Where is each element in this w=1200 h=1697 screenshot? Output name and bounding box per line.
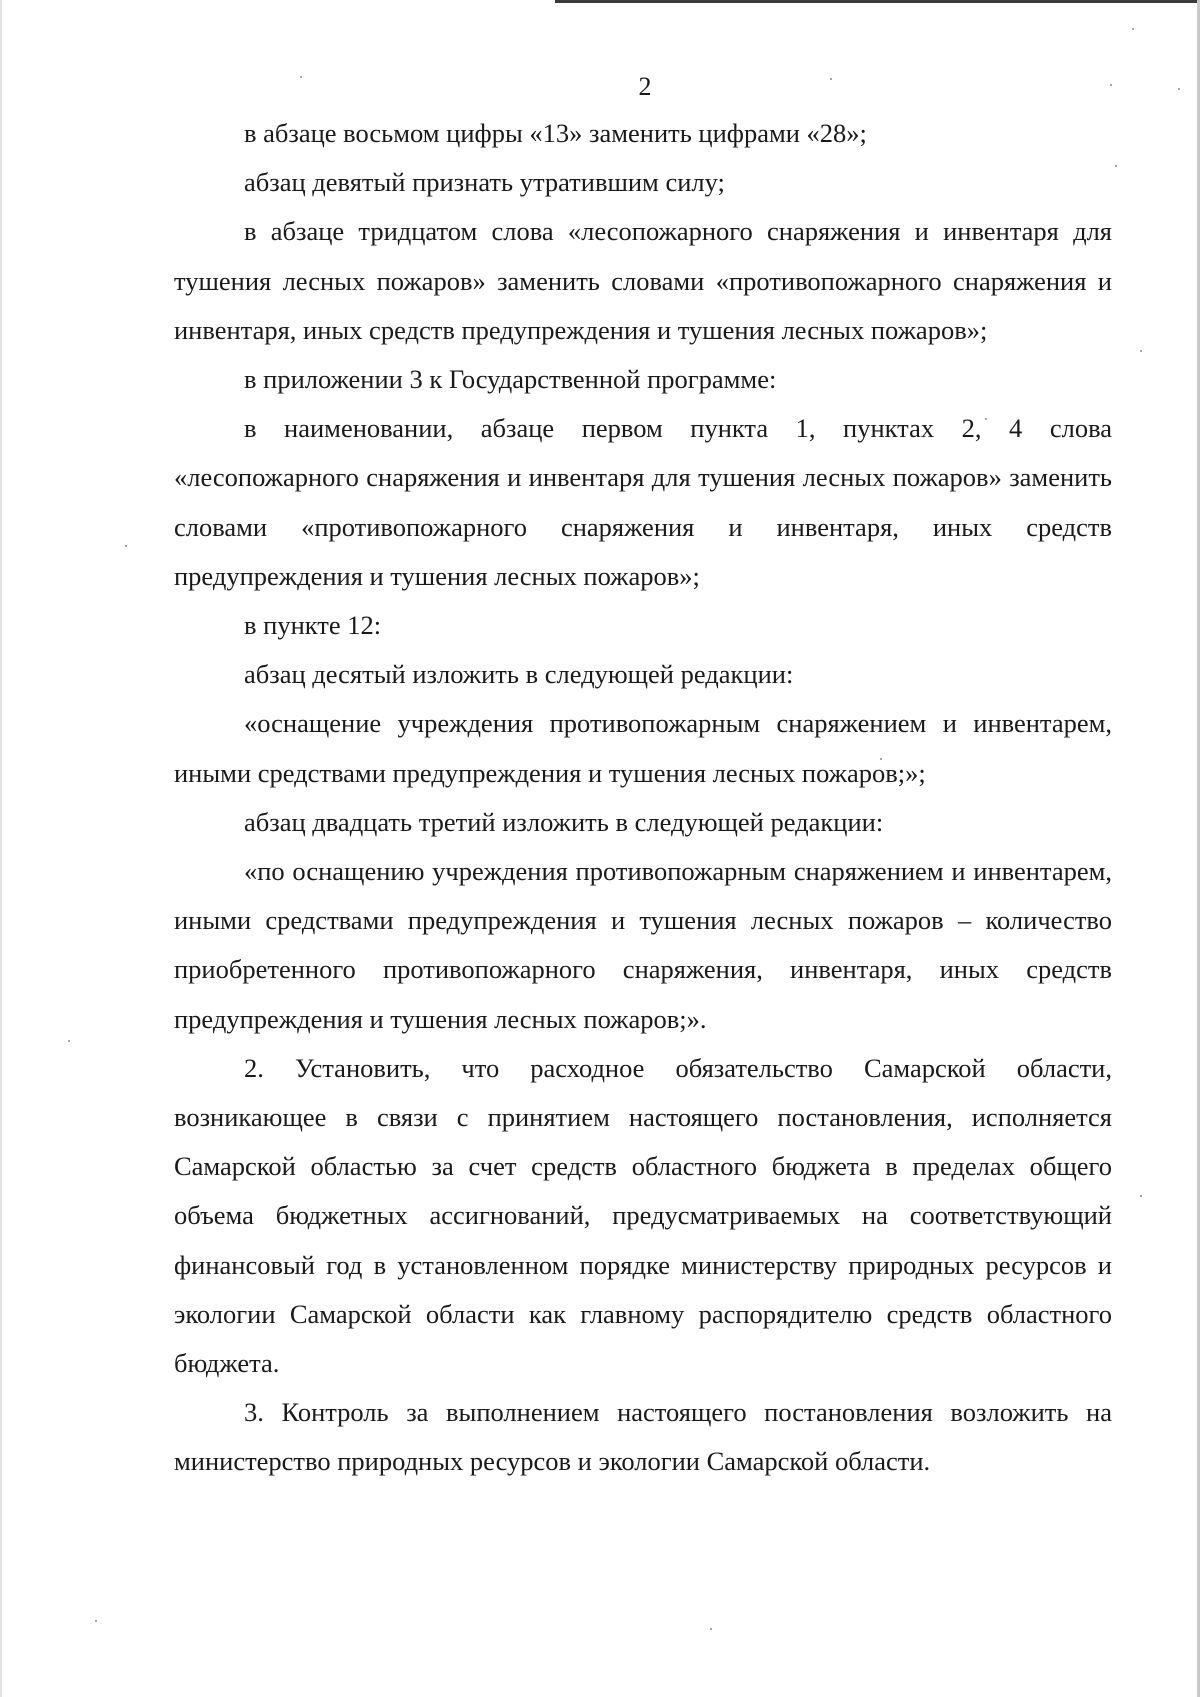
scan-speck: [1115, 165, 1117, 167]
scan-speck: [1140, 1195, 1142, 1197]
scan-speck: [125, 545, 127, 547]
paragraph: в приложении 3 к Государственной программе:: [244, 364, 777, 395]
scan-top-edge: [555, 0, 1200, 3]
scan-speck: [1140, 350, 1142, 352]
paragraph: абзац двадцать третий изложить в следующей редакции:: [244, 806, 884, 837]
scan-speck: [1132, 28, 1134, 30]
document-body: [174, 109, 1112, 1487]
scan-speck: [710, 1628, 712, 1630]
scan-left-edge: [0, 0, 2, 1697]
page-number: 2: [638, 72, 652, 101]
paragraph: в наименовании, абзаце первом пункта 1, пунктах 2, 4 слова «лесопожарного снаряжения и инвентаря для тушения лесных пожаров» заменить словами «противопожарного снаряжения и инвентаря, иных средств предупреждения и тушения лесных пожаров»;: [174, 413, 1112, 591]
scan-speck: [95, 1620, 97, 1622]
paragraph: «по оснащению учреждения противопожарным снаряжением и инвентарем, иными средствами предупреждения и тушения лесных пожаров – количество приобретенного противопожарного снаряжения, инвентаря, иных средств предупреждения и тушения лесных пожаров;».: [174, 856, 1112, 1034]
paragraph: 2. Установить, что расходное обязательство Самарской области, возникающее в связи с принятием настоящего постановления, исполняется Самарской областью за счет средств областного бюджета в пределах общего объема бюджетных ассигнований, предусматриваемых на соответствующий финансовый год в установленном порядке министерству природных ресурсов и экологии Самарской области как главному распорядителю средств областного бюджета.: [174, 1052, 1112, 1379]
paragraph: в абзаце тридцатом слова «лесопожарного снаряжения и инвентаря для тушения лесных пожаров» заменить словами «противопожарного снаряжения и инвентаря, иных средств предупреждения и тушения лесных пожаров»;: [174, 216, 1112, 345]
paragraph: 3. Контроль за выполнением настоящего постановления возложить на министерство природных ресурсов и экологии Самарской области.: [174, 1397, 1112, 1477]
paragraph: в пункте 12:: [244, 610, 382, 641]
paragraph: в абзаце восьмом цифры «13» заменить цифрами «28»;: [244, 118, 867, 148]
paragraph: абзац десятый изложить в следующей редакции:: [244, 659, 794, 690]
paragraph: «оснащение учреждения противопожарным снаряжением и инвентарем, иными средствами предупреждения и тушения лесных пожаров;»;: [174, 708, 1112, 788]
scan-speck: [68, 1040, 70, 1042]
paragraph: абзац девятый признать утратившим силу;: [244, 167, 725, 198]
